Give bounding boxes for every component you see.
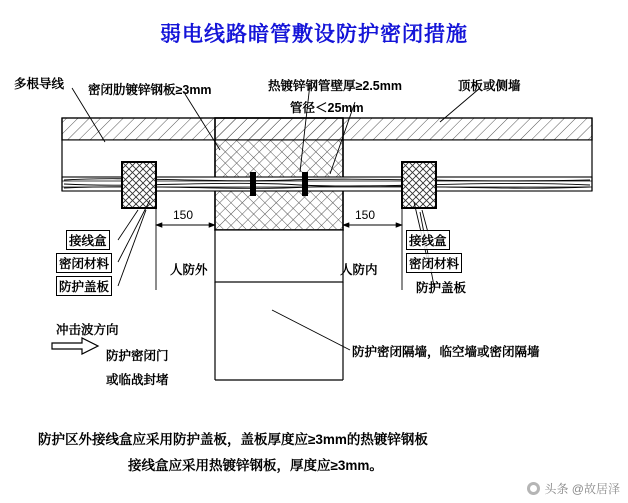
watermark-text: 头条 @故居泽: [544, 482, 620, 496]
label-junction-box-right: 接线盒: [406, 230, 450, 250]
footer-note-line1: 防护区外接线盒应采用防护盖板，盖板厚度应≥3mm的热镀锌钢板: [38, 432, 428, 447]
label-protect-cover-right: 防护盖板: [416, 281, 467, 295]
label-shock-wave-direction: 冲击波方向: [56, 323, 119, 337]
watermark: [527, 480, 620, 497]
label-inside-shelter: 人防内: [340, 263, 378, 277]
label-multi-wire: 多根导线: [14, 77, 65, 91]
watermark-icon: [527, 482, 540, 495]
label-outside-shelter: 人防外: [170, 263, 208, 277]
label-sealing-material-right: 密闭材料: [406, 253, 462, 273]
label-pipe-diameter: 管径＜25mm: [290, 101, 364, 115]
footer-note-line2: 接线盒应采用热镀锌钢板，厚度应≥3mm。: [128, 458, 383, 473]
page-title: 弱电线路暗管敷设防护密闭措施: [160, 23, 468, 46]
label-partition-wall: 防护密闭隔墙，临空墙或密闭隔墙: [352, 345, 540, 359]
diagram-canvas: [10, 50, 618, 440]
label-junction-box-left: 接线盒: [66, 230, 110, 250]
label-sealing-material-left: 密闭材料: [56, 253, 112, 273]
dimension-right-150: 150: [355, 208, 376, 222]
label-protect-sealed-door: 防护密闭门: [106, 349, 169, 363]
label-protect-cover-left: 防护盖板: [56, 276, 112, 296]
label-top-or-side-wall: 顶板或侧墙: [458, 79, 521, 93]
label-sealed-rib-plate: 密闭肋镀锌钢板≥3mm: [88, 83, 212, 97]
label-galv-pipe-wall: 热镀锌钢管壁厚≥2.5mm: [268, 79, 402, 93]
dimension-left-150: 150: [173, 208, 194, 222]
label-or-wartime-seal: 或临战封堵: [106, 373, 169, 387]
